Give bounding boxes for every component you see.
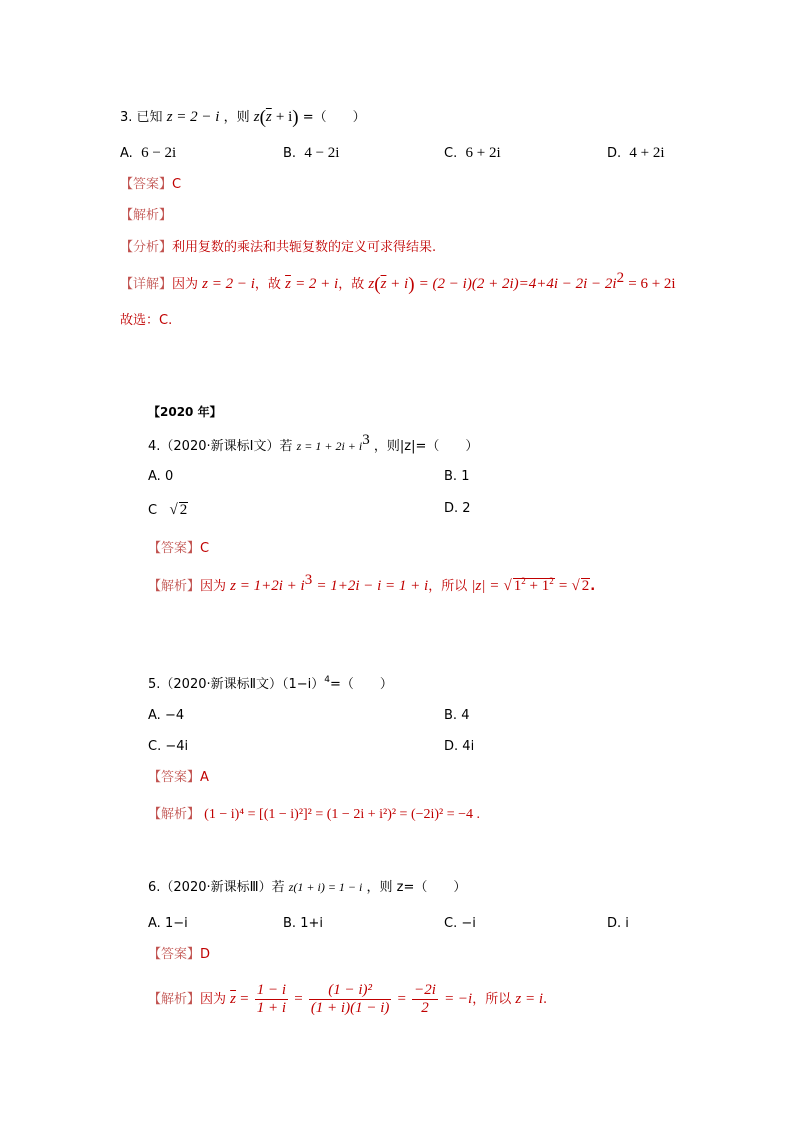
q6-analysis: 【解析】因为 $\overline{z}$ = $\frac{1 - i}{1 + i}$ = $\frac{\text{(1 − i)²}}{(1 + i)(1 - i)}$ = $\frac{-2i}{2}$ = −i，所以 z = i. xyxy=(148,982,548,1016)
answer-value: D xyxy=(200,947,211,962)
q3-option-a xyxy=(120,146,176,161)
q6-option-a xyxy=(148,917,188,930)
detail-text-1: 因为 xyxy=(172,277,199,292)
option-label: A. xyxy=(148,916,161,931)
detail-text-3: ，故 xyxy=(338,277,365,292)
q3-detail: 【详解】因为 z = 2 − i，故 $\overline{z} = 2 + i$，故 $z(\overline{z} + i) = (2 - i)(2 + 2i)=4+4i - 2i - 2i^2 = 6 + 2i$ xyxy=(120,270,676,295)
answer-value: C xyxy=(172,177,182,192)
analysis-math: (1 − i)⁴ = [(1 − i)²]² = (1 − 2i + i²)² = (−2i)² = −4 . xyxy=(204,807,481,822)
option-label: B. xyxy=(444,708,458,723)
option-value: −i xyxy=(461,916,476,931)
option-label: D. xyxy=(444,501,459,516)
option-label: C. xyxy=(444,916,458,931)
q3-mid: ，则 xyxy=(223,110,250,125)
option-value: 1+i xyxy=(300,916,323,931)
q4-answer xyxy=(148,542,209,555)
option-value: 2 xyxy=(179,502,188,518)
option-value: 6 − 2i xyxy=(141,145,177,161)
option-label: A. xyxy=(148,708,161,723)
detail-math-3: = (2 − i)(2 + 2i)=4+4i − 2i − 2i xyxy=(418,276,617,292)
option-label: A. xyxy=(120,146,133,161)
q3-answer xyxy=(120,178,181,191)
q4-stem: 4.（2020·新课标Ⅰ文）若 $z = 1 + 2i + i^3$ ，则|z|=（ ） xyxy=(148,432,479,454)
q6-option-d xyxy=(607,917,629,930)
option-label: B. xyxy=(444,469,458,484)
fenxi-label: 【分析】 xyxy=(120,240,173,255)
detail-zbar: $\overline{z}$ xyxy=(285,276,291,292)
q4-option-a xyxy=(148,470,173,483)
q6-tail: ，则 z=（ ） xyxy=(366,880,467,895)
q5-answer xyxy=(148,771,209,784)
conclusion-value: C. xyxy=(159,313,173,328)
q5-stem: 5.（2020·新课标Ⅱ文）$(1-i)^4=$（ ） xyxy=(148,675,393,692)
analysis-label: 【解析】 xyxy=(148,579,201,594)
q4-tail: ，则 xyxy=(373,439,400,454)
q3-analysis-label xyxy=(120,209,172,222)
q4-prefix: 4.（2020·新课标Ⅰ文）若 xyxy=(148,439,293,454)
conclusion-label: 故选： xyxy=(120,313,160,328)
q6-answer xyxy=(148,948,210,961)
detail-label: 【详解】 xyxy=(120,277,173,292)
option-label: D. xyxy=(444,739,459,754)
q4-tail2: |z|=（ ） xyxy=(399,439,479,454)
q4-option-c: C √ 2 xyxy=(148,502,188,518)
q6-option-c xyxy=(444,917,476,930)
answer-value: C xyxy=(200,541,210,556)
q5-prefix: 5.（2020·新课标Ⅱ文）（1−i） xyxy=(148,677,325,692)
q3-expr-z: z xyxy=(253,109,260,125)
q4-option-d xyxy=(444,502,471,515)
option-value: −4 xyxy=(164,708,185,723)
analysis-label: 【解析】 xyxy=(148,807,201,822)
q6-stem xyxy=(148,881,466,894)
option-value: 1 xyxy=(461,469,470,484)
q3-prefix: 3. 已知 xyxy=(120,110,163,125)
answer-label: 【答案】 xyxy=(148,947,201,962)
option-value: 4 + 2i xyxy=(629,145,665,161)
q6-expr: z(1 + i) = 1 − i xyxy=(288,880,363,894)
q3-stem: 3. 已知 z = 2 − i ，则 $z(\overline{z} + i)$ =（ ） xyxy=(120,107,366,128)
q4-expr: z = 1 + 2i + i xyxy=(296,439,363,453)
q5-option-a xyxy=(148,709,184,722)
option-label: D. xyxy=(607,916,622,931)
q3-given: z = 2 − i xyxy=(166,109,220,125)
q3-option-d xyxy=(607,146,665,161)
q3-option-b xyxy=(283,146,339,161)
q5-option-c xyxy=(148,740,188,753)
q5-tail: =（ ） xyxy=(330,677,393,692)
option-label: A. xyxy=(148,469,161,484)
option-label: C. xyxy=(444,146,458,161)
option-value: 1−i xyxy=(164,916,188,931)
detail-text-2: ，故 xyxy=(254,277,281,292)
q4-option-b xyxy=(444,470,469,483)
option-label: C. xyxy=(148,739,162,754)
q3-fenxi xyxy=(120,241,436,254)
q5-option-d xyxy=(444,740,474,753)
q3-expr-zbar: $\overline{z}$ xyxy=(265,109,272,125)
fenxi-text: 利用复数的乘法和共轭复数的定义可求得结果. xyxy=(172,240,437,255)
detail-math-2: = 2 + i xyxy=(295,276,339,292)
detail-math-1: z = 2 − i xyxy=(202,276,255,292)
option-value: i xyxy=(625,916,629,931)
q6-option-b xyxy=(283,917,323,930)
answer-label: 【答案】 xyxy=(120,177,173,192)
analysis-label: 【解析】 xyxy=(120,208,173,223)
fraction-3: $\frac{-2i}{2}$ xyxy=(414,982,436,1016)
fraction-1: $\frac{1 - i}{1 + i}$ xyxy=(256,982,287,1016)
option-value: 0 xyxy=(164,469,174,484)
answer-label: 【答案】 xyxy=(148,541,201,556)
q5-analysis xyxy=(148,808,480,822)
answer-label: 【答案】 xyxy=(148,770,201,785)
q4-analysis: 【解析】因为 $z = 1+2i + i^3 = 1+2i - i = 1 + i$，所以 |z| = √ $1^2 + 1^2$ = √ 2. xyxy=(148,572,596,594)
option-label: B. xyxy=(283,146,297,161)
option-value: 2 xyxy=(462,501,471,516)
option-value: 4i xyxy=(462,739,475,754)
detail-math-3b: = 6 + 2i xyxy=(628,276,676,292)
option-label: C xyxy=(148,503,158,518)
year-heading: 【2020 年】 xyxy=(148,405,222,419)
q3-conclusion xyxy=(120,314,172,327)
fraction-2: $\frac{\text{(1 − i)²}}{(1 + i)(1 - i)}$ xyxy=(310,982,390,1016)
q6-prefix: 6.（2020·新课标Ⅲ）若 xyxy=(148,880,285,895)
option-label: D. xyxy=(607,146,622,161)
option-value: 4 xyxy=(461,708,470,723)
q5-option-b xyxy=(444,709,469,722)
q3-expr-rest: + i xyxy=(275,109,293,125)
option-value: 6 + 2i xyxy=(465,145,501,161)
option-label: B. xyxy=(283,916,297,931)
analysis-label: 【解析】 xyxy=(148,992,201,1007)
answer-value: A xyxy=(200,770,209,785)
q3-option-c xyxy=(444,146,501,161)
q3-expr-eq: =（ ） xyxy=(302,110,366,125)
option-value: 4 − 2i xyxy=(304,145,340,161)
option-value: −4i xyxy=(165,739,189,754)
